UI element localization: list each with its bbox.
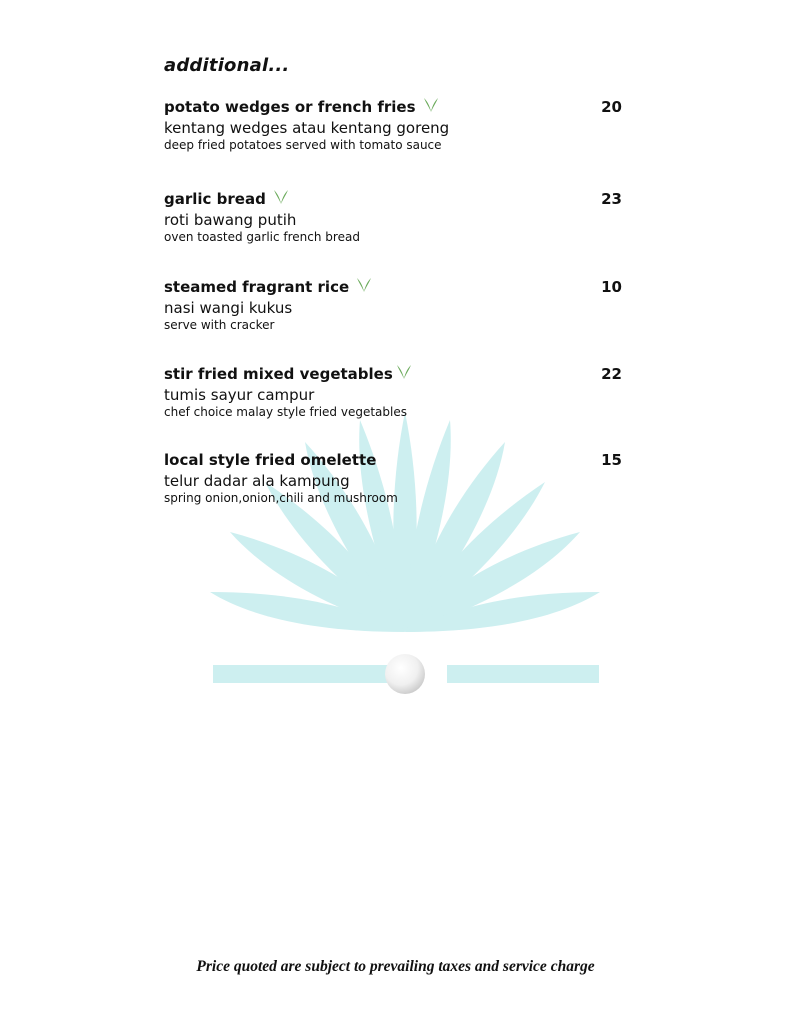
item-name: local style fried omelette xyxy=(164,451,377,469)
menu-item xyxy=(164,189,624,245)
item-local-name: roti bawang putih xyxy=(164,211,297,229)
section-title: additional... xyxy=(164,55,290,76)
menu-item xyxy=(164,277,624,333)
item-name: steamed fragrant rice xyxy=(164,278,350,296)
vegetarian-leaf-icon xyxy=(272,189,290,205)
item-price: 10 xyxy=(601,278,622,296)
item-description: serve with cracker xyxy=(164,318,275,332)
item-local-name: tumis sayur campur xyxy=(164,386,315,404)
item-price: 22 xyxy=(601,365,622,383)
footer-note: Price quoted are subject to prevailing taxes and service charge xyxy=(196,958,595,975)
item-description: oven toasted garlic french bread xyxy=(164,230,360,244)
item-local-name: kentang wedges atau kentang goreng xyxy=(164,119,450,137)
vegetarian-leaf-icon xyxy=(395,364,413,380)
item-description: deep fried potatoes served with tomato sauce xyxy=(164,138,442,152)
vegetarian-leaf-icon xyxy=(422,97,440,113)
item-price: 23 xyxy=(601,190,622,208)
item-name: garlic bread xyxy=(164,190,266,208)
item-name: stir fried mixed vegetables xyxy=(164,365,393,383)
item-price: 15 xyxy=(601,451,622,469)
item-price: 20 xyxy=(601,98,622,116)
menu-item xyxy=(164,450,624,506)
item-local-name: telur dadar ala kampung xyxy=(164,472,350,490)
vegetarian-leaf-icon xyxy=(355,277,373,293)
item-local-name: nasi wangi kukus xyxy=(164,299,293,317)
item-description: spring onion,onion,chili and mushroom xyxy=(164,491,398,505)
menu-item xyxy=(164,97,624,153)
menu-item xyxy=(164,364,624,420)
item-description: chef choice malay style fried vegetables xyxy=(164,405,407,419)
item-name: potato wedges or french fries xyxy=(164,98,416,116)
